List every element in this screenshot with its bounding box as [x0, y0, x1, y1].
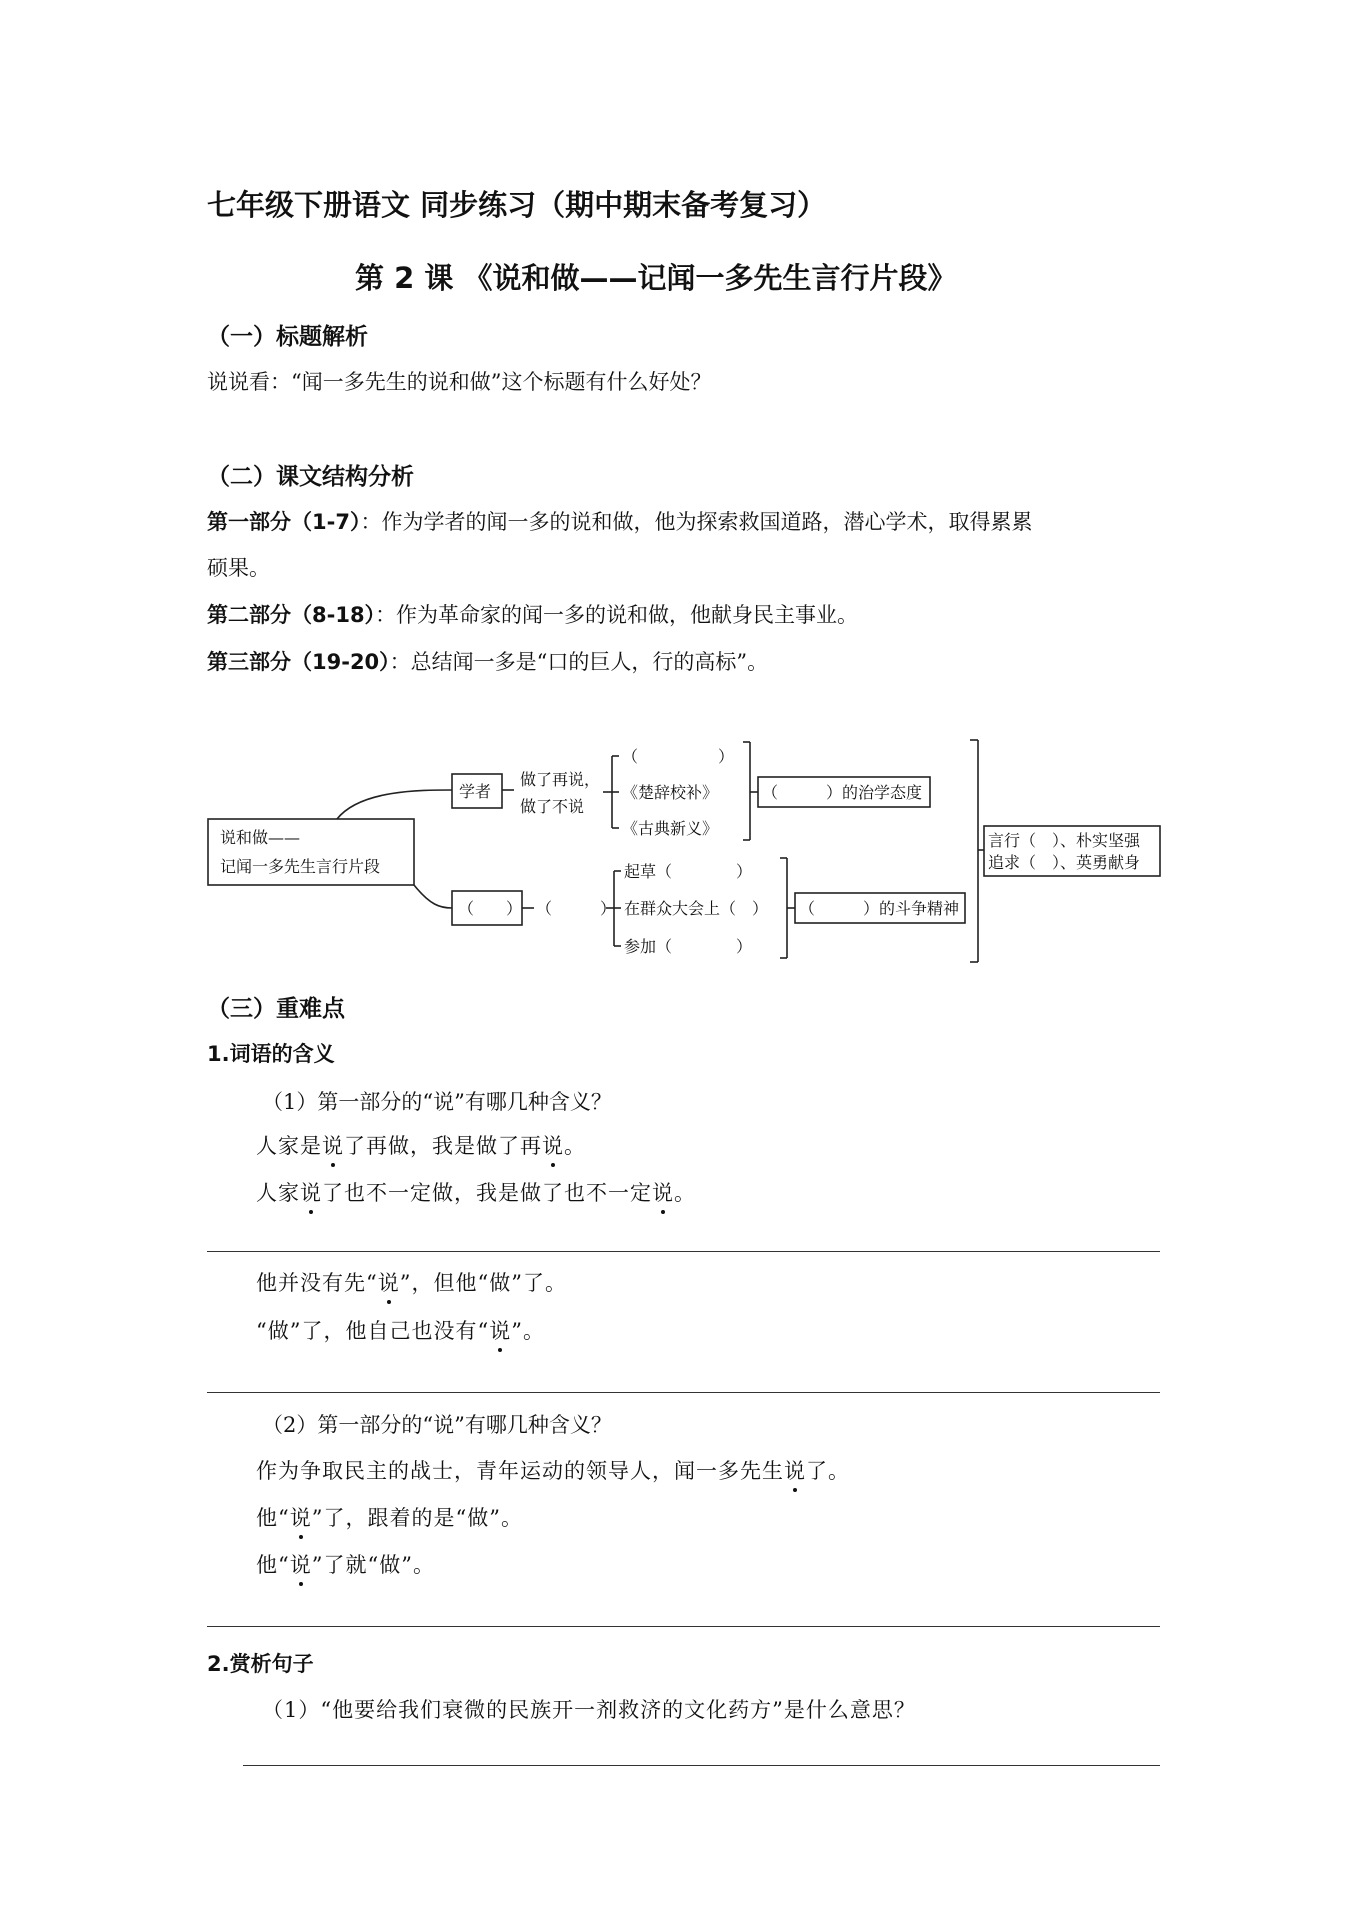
quote-text: 了。	[806, 1459, 850, 1483]
part2-text: ：作为革命家的闻一多的说和做，他献身民主事业。	[375, 603, 859, 627]
quote-text: 了再做，我是做了再	[344, 1134, 542, 1158]
quote-text: ”了，跟着的是“做”。	[311, 1506, 523, 1530]
revolutionary-result: （ ）的斗争精神	[799, 899, 960, 918]
document-title: 七年级下册语文 同步练习（期中期末备考复习）	[207, 188, 827, 222]
emphasis-char: 说	[290, 1502, 312, 1532]
part3-text: ：总结闻一多是“口的巨人，行的高标”。	[389, 650, 769, 674]
quote-text: 人家	[256, 1181, 300, 1205]
lesson-title: 第 2 课 《说和做——记闻一多先生言行片段》	[355, 261, 957, 295]
quote-text: 作为争取民主的战士，青年运动的领导人，闻一多先生	[256, 1459, 784, 1483]
subheading-word-meaning: 1.词语的含义	[207, 1042, 335, 1066]
quote-line	[256, 1455, 850, 1485]
emphasis-char: 说	[300, 1177, 322, 1207]
emphasis-char: 说	[322, 1130, 344, 1160]
quote-text: ”，但他“做”了。	[399, 1271, 567, 1295]
section-heading-key-points: （三）重难点	[207, 996, 345, 1022]
emphasis-char: 说	[542, 1130, 564, 1160]
quote-line	[256, 1502, 523, 1532]
part1-label: 第一部分（1-7）	[207, 510, 361, 534]
quote-text: 他并没有先“	[256, 1271, 378, 1295]
answer-line[interactable]	[207, 1392, 1160, 1393]
part2-label: 第二部分（8-18）	[207, 603, 376, 627]
root-to-scholar-connector	[337, 790, 452, 819]
question-2: （2）第一部分的“说”有哪几种含义？	[262, 1413, 612, 1437]
quote-text: ”了就“做”。	[311, 1553, 435, 1577]
emphasis-char: 说	[784, 1455, 806, 1485]
scholar-label: 学者	[459, 782, 492, 801]
quote-line	[256, 1549, 435, 1579]
quote-text: 他“	[256, 1506, 290, 1530]
quote-text: “做”了，他自己也没有“	[256, 1319, 490, 1343]
scholar-item-1: （ ）	[622, 747, 735, 766]
root-to-revolutionary-connector	[414, 885, 452, 908]
quote-line	[256, 1130, 586, 1160]
root-label-line1: 说和做——	[220, 828, 301, 847]
quote-text: 他“	[256, 1553, 290, 1577]
title-analysis-question: 说说看：“闻一多先生的说和做”这个标题有什么好处？	[207, 370, 712, 394]
revolutionary-item-3: 参加（ ）	[624, 937, 753, 956]
emphasis-char: 说	[290, 1549, 312, 1579]
quote-line	[256, 1267, 567, 1297]
scholar-says-line2: 做了不说	[520, 797, 585, 816]
part1-text: ：作为学者的闻一多的说和做，他为探索救国道路，潜心学术，取得累累	[360, 510, 1033, 534]
question-3: （1）“他要给我们衰微的民族开一剂救济的文化药方”是什么意思？	[262, 1698, 916, 1722]
emphasis-char: 说	[489, 1315, 511, 1345]
answer-line[interactable]	[207, 1251, 1160, 1252]
quote-text: 人家是	[256, 1134, 322, 1158]
scholar-item-3: 《古典新义》	[622, 819, 719, 838]
root-label-line2: 记闻一多先生言行片段	[220, 857, 381, 876]
scholar-item-2: 《楚辞校补》	[622, 783, 719, 802]
quote-line	[256, 1177, 696, 1207]
subheading-sentence-analysis: 2.赏析句子	[207, 1652, 314, 1676]
section-heading-title-analysis: （一）标题解析	[207, 324, 368, 350]
answer-line[interactable]	[207, 1626, 1160, 1627]
quote-text: 。	[564, 1134, 586, 1158]
emphasis-char: 说	[652, 1177, 674, 1207]
revolutionary-item-2: 在群众大会上（ ）	[624, 899, 769, 918]
structure-part1-continued: 硕果。	[207, 556, 270, 580]
part3-label: 第三部分（19-20）	[207, 650, 390, 674]
revolutionary-item-1: 起草（ ）	[624, 862, 753, 881]
scholar-result: （ ）的治学态度	[762, 783, 923, 802]
quote-text: 了也不一定做，我是做了也不一定	[322, 1181, 652, 1205]
final-summary-line2: 追求（ ）、英勇献身	[988, 853, 1141, 872]
emphasis-char: 说	[378, 1267, 400, 1297]
quote-text: ”。	[511, 1319, 545, 1343]
answer-line[interactable]	[243, 1765, 1160, 1766]
section-heading-structure: （二）课文结构分析	[207, 464, 414, 490]
question-1: （1）第一部分的“说”有哪几种含义？	[262, 1090, 612, 1114]
quote-line	[256, 1315, 545, 1345]
revolutionary-role: （ ）	[536, 899, 617, 918]
quote-text: 。	[674, 1181, 696, 1205]
revolutionary-label: （ ）	[458, 899, 523, 918]
scholar-says-line1: 做了再说，	[520, 770, 601, 789]
final-summary-line1: 言行（ ）、朴实坚强	[988, 831, 1141, 850]
